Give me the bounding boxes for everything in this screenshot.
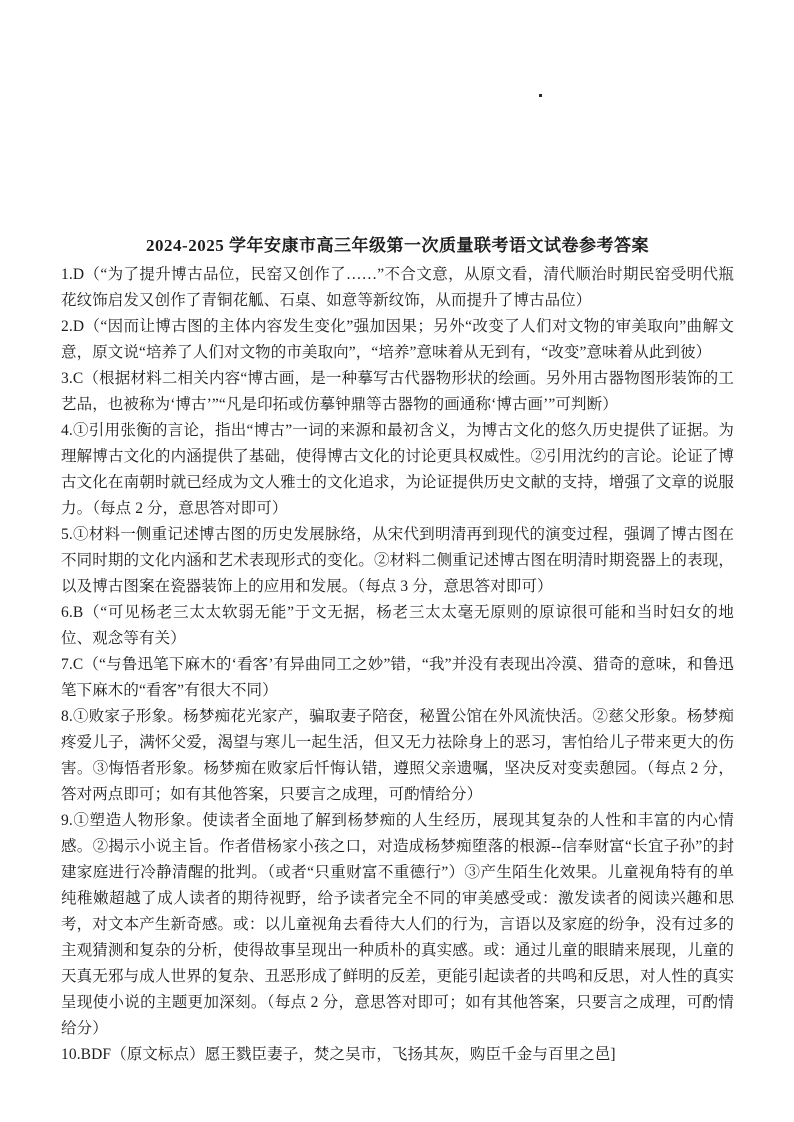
answer-item-2: 2.D（“因而让博古图的主体内容发生变化”强加因果；另外“改变了人们对文物的审美取向”曲解文意，原文说“培养了人们对文物的市美取向”，“培养”意味着从无到有，“改变”意味着从此到彼）: [61, 318, 734, 361]
answer-item-7: 7.C（“与鲁迅笔下麻木的‘看客’有异曲同工之妙”错，“我”并没有表现出冷漠、猎奇的意味，和鲁迅笔下麻木的“看客”有很大不同）: [61, 656, 734, 699]
answer-item-10: 10.BDF（原文标点）愿王戮臣妻子，焚之吴市，飞扬其灰，购臣千金与百里之邑]: [61, 1046, 616, 1063]
document-content: [61, 232, 734, 1068]
answer-item-5: 5.①材料一侧重记述博古图的历史发展脉络，从宋代到明清再到现代的演变过程，强调了博古图在不同时期的文化内涵和艺术表现形式的变化。②材料二侧重记述博古图在明清时期瓷器上的表现，以及博古图案在瓷器装饰上的应用和发展。（每点 3 分，意思答对即可）: [61, 526, 734, 595]
answer-item-3: 3.C（根据材料二相关内容“博古画，是一种摹写古代器物形状的绘画。另外用古器物图形装饰的工艺品，也被称为‘博古’”“凡是印拓或仿摹钟鼎等古器物的画通称‘博古画’”可判断）: [61, 370, 734, 413]
answer-item-4: 4.①引用张衡的言论，指出“博古”一词的来源和最初含义，为博古文化的悠久历史提供了证据。为理解博古文化的内涵提供了基础，使得博古文化的讨论更具权威性。②引用沈约的言论。论证了博古文化在南朝时就已经成为文人雅士的文化追求，为论证提供历史文献的支持，增强了文章的说服力。（每点 2 分，意思答对即可）: [61, 422, 734, 517]
answer-item-8: 8.①败家子形象。杨梦痴花光家产，骗取妻子陪奁，秘置公馆在外风流快活。②慈父形象。杨梦痴疼爱儿子，满怀父爱，渴望与寒儿一起生活，但又无力祛除身上的恶习，害怕给儿子带来更大的伤害。③悔悟者形象。杨梦痴在败家后忏悔认错，遵照父亲遗嘱，坚决反对变卖憩园。（每点 2 分，答对两点即可；如有其他答案，只要言之成理，可酌情给分）: [61, 708, 734, 803]
answer-item-6: 6.B（“可见杨老三太太软弱无能”于文无据，杨老三太太毫无原则的原谅很可能和当时妇女的地位、观念等有关）: [61, 604, 734, 647]
stray-ink-dot: [539, 94, 542, 97]
page-title: 2024-2025 学年安康市高三年级第一次质量联考语文试卷参考答案: [146, 236, 649, 255]
answer-item-1: 1.D（“为了提升博古品位，民窑又创作了……”不合文意，从原文看，清代顺治时期民窑受明代瓶花纹饰启发又创作了青铜花觚、石桌、如意等新纹饰，从而提升了博古品位）: [61, 266, 734, 309]
answer-item-9: 9.①塑造人物形象。使读者全面地了解到杨梦痴的人生经历，展现其复杂的人性和丰富的内心情感。②揭示小说主旨。作者借杨家小孩之口，对造成杨梦痴堕落的根源--信奉财富“长宜子孙”的封建家庭进行冷静清醒的批判。（或者“只重财富不重德行”）③产生陌生化效果。儿童视角特有的单纯稚嫩超越了成人读者的期待视野，给予读者完全不同的审美感受或：激发读者的阅读兴趣和思考，对文本产生新奇感。或：以儿童视角去看待大人们的行为，言语以及家庭的纷争，没有过多的主观猜测和复杂的分析，使得故事呈现出一种质朴的真实感。或：通过儿童的眼睛来展现，儿童的天真无邪与成人世界的复杂、丑恶形成了鲜明的反差，更能引起读者的共鸣和反思，对人性的真实呈现使小说的主题更加深刻。（每点 2 分，意思答对即可；如有其他答案，只要言之成理，可酌情给分）: [61, 812, 734, 1037]
